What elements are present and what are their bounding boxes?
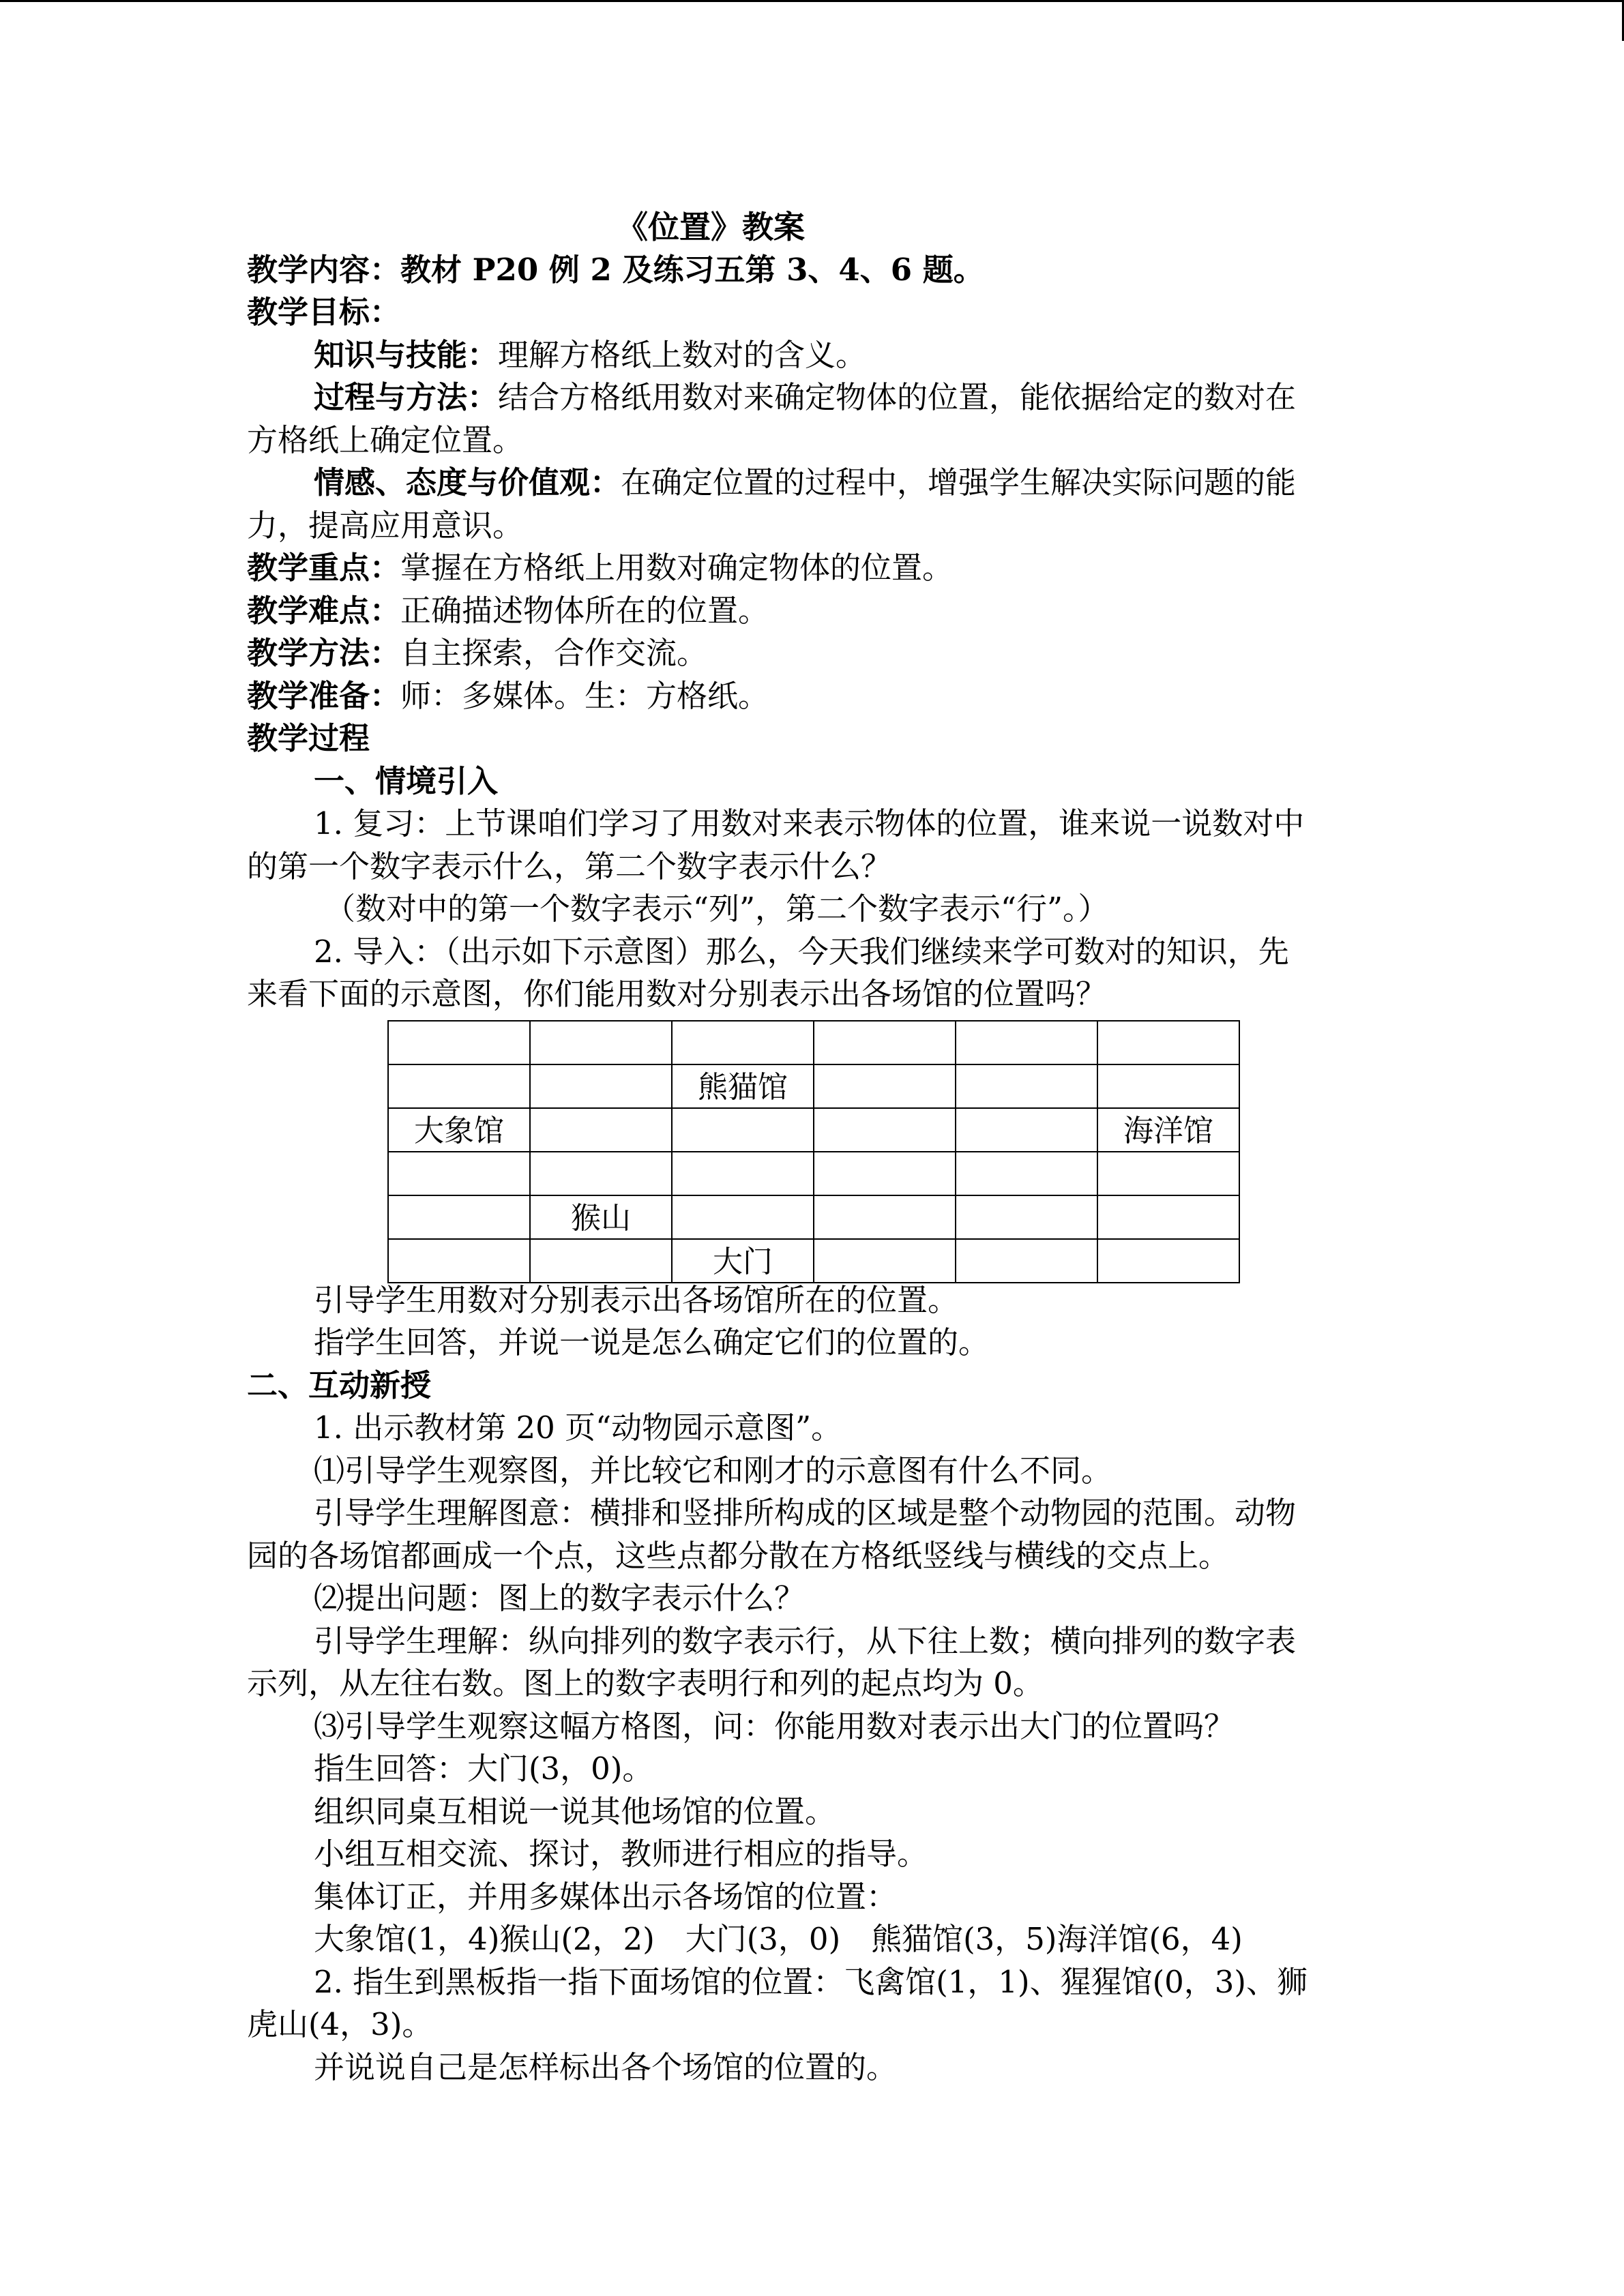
section2-l3a: 引导学生理解图意：横排和竖排所构成的区域是整个动物园的范围。动物 xyxy=(314,1495,1297,1531)
grid-cell xyxy=(672,1195,814,1239)
goal-emotion: 情感、态度与价值观：在确定位置的过程中，增强学生解决实际问题的能 xyxy=(314,464,1297,501)
grid-cell xyxy=(1097,1152,1239,1195)
grid-cell xyxy=(956,1239,1097,1283)
grid-row xyxy=(388,1239,1239,1283)
grid-cell xyxy=(956,1195,1097,1239)
grid-cell xyxy=(530,1152,672,1195)
section1-review-cont: 的第一个数字表示什么，第二个数字表示什么？ xyxy=(247,848,892,884)
grid-cell xyxy=(530,1064,672,1108)
grid-row xyxy=(388,1064,1239,1108)
grid-cell xyxy=(814,1108,956,1152)
section2-l8: 组织同桌互相说一说其他场馆的位置。 xyxy=(314,1793,836,1830)
goal-emotion-cont: 力，提高应用意识。 xyxy=(247,507,524,543)
teaching-difficulty: 教学难点：正确描述物体所在的位置。 xyxy=(247,592,769,629)
section2-l4: ⑵提出问题：图上的数字表示什么？ xyxy=(314,1580,806,1616)
teaching-key-point: 教学重点：掌握在方格纸上用数对确定物体的位置。 xyxy=(247,550,954,586)
page-top-border xyxy=(0,0,1623,2)
section2-l12a: 2. 指生到黑板指一指下面场馆的位置：飞禽馆(1，1)、猩猩馆(0，3)、狮 xyxy=(314,1963,1308,2000)
grid-cell xyxy=(672,1021,814,1064)
section2-l7: 指生回答：大门(3，0)。 xyxy=(314,1750,653,1787)
grid-cell: 大门 xyxy=(672,1239,814,1283)
section1-heading: 一、情境引入 xyxy=(314,762,499,799)
grid-cell: 海洋馆 xyxy=(1097,1108,1239,1152)
after-grid-line2: 指学生回答，并说一说是怎么确定它们的位置的。 xyxy=(314,1324,990,1360)
grid-cell xyxy=(388,1239,530,1283)
section2-heading: 二、互动新授 xyxy=(247,1367,432,1403)
document-title: 《位置》教案 xyxy=(617,209,805,245)
goal-process-cont: 方格纸上确定位置。 xyxy=(247,421,524,458)
zoo-grid-wrapper xyxy=(247,1020,1379,1279)
grid-cell xyxy=(814,1021,956,1064)
grid-cell xyxy=(814,1239,956,1283)
grid-cell: 大象馆 xyxy=(388,1108,530,1152)
grid-cell xyxy=(530,1239,672,1283)
section1-review: 1. 复习：上节课咱们学习了用数对来表示物体的位置，谁来说一说数对中 xyxy=(314,805,1305,841)
grid-cell: 熊猫馆 xyxy=(672,1064,814,1108)
after-grid-line1: 引导学生用数对分别表示出各场馆所在的位置。 xyxy=(314,1281,959,1318)
grid-cell xyxy=(814,1195,956,1239)
section2-l1: 1. 出示教材第 20 页“动物园示意图”。 xyxy=(314,1410,842,1446)
teaching-process-label: 教学过程 xyxy=(247,720,370,756)
teaching-content: 教学内容：教材 P20 例 2 及练习五第 3、4、6 题。 xyxy=(247,251,984,288)
grid-cell xyxy=(530,1108,672,1152)
grid-cell xyxy=(388,1152,530,1195)
grid-cell xyxy=(1097,1021,1239,1064)
section2-l6: ⑶引导学生观察这幅方格图，问：你能用数对表示出大门的位置吗？ xyxy=(314,1708,1235,1744)
grid-cell xyxy=(388,1195,530,1239)
section2-l11: 大象馆(1，4)猴山(2，2) 大门(3，0) 熊猫馆(3，5)海洋馆(6，4) xyxy=(314,1921,1243,1957)
grid-cell xyxy=(956,1021,1097,1064)
grid-cell xyxy=(672,1108,814,1152)
zoo-position-grid xyxy=(387,1020,1240,1283)
section2-l5a: 引导学生理解：纵向排列的数字表示行，从下往上数；横向排列的数字表 xyxy=(314,1622,1297,1659)
section2-l13: 并说说自己是怎样标出各个场馆的位置的。 xyxy=(314,2048,898,2085)
section2-l5b: 示列，从左往右数。图上的数字表明行和列的起点均为 0。 xyxy=(247,1665,1044,1701)
grid-cell xyxy=(1097,1239,1239,1283)
grid-cell xyxy=(672,1152,814,1195)
grid-cell xyxy=(956,1152,1097,1195)
grid-cell: 猴山 xyxy=(530,1195,672,1239)
grid-row xyxy=(388,1108,1239,1152)
section1-review-answer: （数对中的第一个数字表示“列”，第二个数字表示“行”。） xyxy=(325,891,1109,927)
section2-l3b: 园的各场馆都画成一个点，这些点都分散在方格纸竖线与横线的交点上。 xyxy=(247,1537,1230,1574)
grid-cell xyxy=(956,1108,1097,1152)
grid-cell xyxy=(530,1021,672,1064)
grid-cell xyxy=(814,1152,956,1195)
grid-cell xyxy=(1097,1064,1239,1108)
grid-cell xyxy=(956,1064,1097,1108)
grid-row xyxy=(388,1152,1239,1195)
teaching-method: 教学方法：自主探索，合作交流。 xyxy=(247,635,708,671)
grid-cell xyxy=(388,1064,530,1108)
document-body xyxy=(247,206,1379,2089)
grid-cell xyxy=(388,1021,530,1064)
section2-l10: 集体订正，并用多媒体出示各场馆的位置： xyxy=(314,1878,898,1915)
section1-intro: 2. 导入：（出示如下示意图）那么，今天我们继续来学可数对的知识，先 xyxy=(314,933,1289,970)
section2-l2: ⑴引导学生观察图，并比较它和刚才的示意图有什么不同。 xyxy=(314,1452,1112,1489)
grid-row xyxy=(388,1195,1239,1239)
goal-knowledge: 知识与技能：理解方格纸上数对的含义。 xyxy=(314,336,867,373)
section1-intro-cont: 来看下面的示意图，你们能用数对分别表示出各场馆的位置吗？ xyxy=(247,976,1107,1012)
teaching-preparation: 教学准备：师：多媒体。生：方格纸。 xyxy=(247,677,769,714)
grid-row xyxy=(388,1021,1239,1064)
section2-l9: 小组互相交流、探讨，教师进行相应的指导。 xyxy=(314,1836,928,1872)
grid-cell xyxy=(1097,1195,1239,1239)
goal-process: 过程与方法：结合方格纸用数对来确定物体的位置，能依据给定的数对在 xyxy=(314,379,1297,415)
teaching-goals-label: 教学目标： xyxy=(247,294,401,330)
grid-cell xyxy=(814,1064,956,1108)
section2-l12b: 虎山(4，3)。 xyxy=(247,2006,433,2042)
